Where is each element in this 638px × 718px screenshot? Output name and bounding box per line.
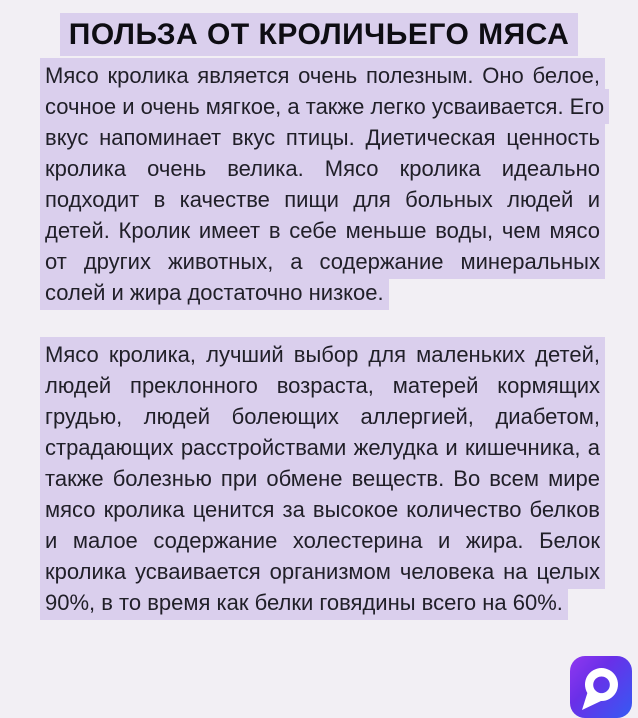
page-title-text: ПОЛЬЗА ОТ КРОЛИЧЬЕГО МЯСА	[60, 13, 579, 56]
page	[0, 14, 638, 714]
paragraph-1-text: Мясо кролика является очень полезным. Оно белое, сочное и очень мягкое, а также легко усваивается. Его вкус напоминает вкус птицы. Диетическая ценность кролика очень велика. Мясо кролика идеально подходит в качестве пищи для больных людей и детей. Кролик имеет в себе меньше воды, чем мясо от других животных, а содержание минеральных солей и жира достаточно низкое.	[40, 58, 609, 310]
paragraph-2-text: Мясо кролика, лучший выбор для маленьких детей, людей преклонного возраста, матерей кормящих грудью, людей болеющих аллергией, диабетом, страдающих расстройствами желудка и кишечника, а также болезнью при обмене веществ. Во всем мире мясо кролика ценится за высокое количество белков и малое содержание холестерина и жира. Белок кролика усваивается организмом человека на целых 90%, в то время как белки говядины всего на 60%.	[40, 337, 605, 620]
page-title	[26, 14, 612, 56]
paragraph-2	[40, 339, 605, 618]
app-logo-icon	[570, 656, 632, 718]
paragraph-1	[40, 60, 605, 308]
